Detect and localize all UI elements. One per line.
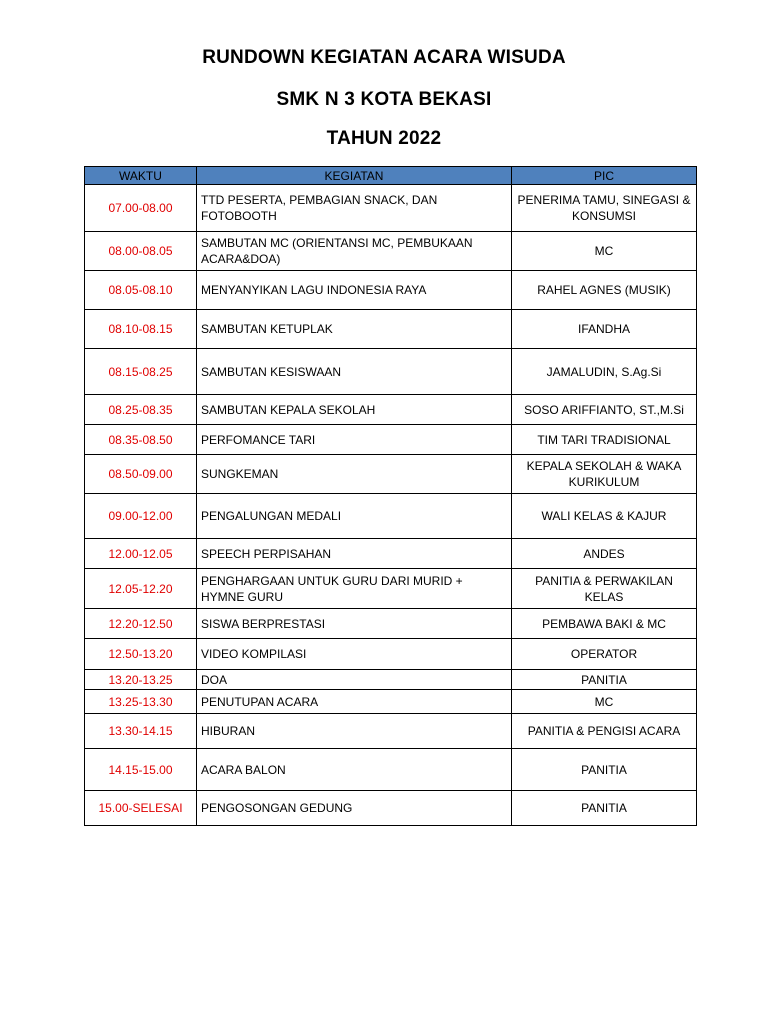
row-time: 12.20-12.50	[85, 609, 197, 639]
row-activity: PERFOMANCE TARI	[197, 425, 512, 455]
row-time: 12.50-13.20	[85, 639, 197, 670]
row-time: 13.30-14.15	[85, 714, 197, 749]
row-activity: PENGALUNGAN MEDALI	[197, 494, 512, 539]
row-activity: SAMBUTAN MC (ORIENTANSI MC, PEMBUKAAN ACARA&DOA)	[197, 232, 512, 271]
row-pic: MC	[512, 232, 697, 271]
row-time: 08.25-08.35	[85, 395, 197, 425]
row-pic: ANDES	[512, 539, 697, 569]
table-row	[85, 232, 697, 271]
table-row	[85, 395, 697, 425]
table-row	[85, 539, 697, 569]
row-activity: PENGHARGAAN UNTUK GURU DARI MURID + HYMNE GURU	[197, 569, 512, 609]
row-pic: PANITIA	[512, 749, 697, 791]
school-name: SMK N 3 KOTA BEKASI	[276, 89, 492, 110]
table-row	[85, 185, 697, 232]
row-time: 12.00-12.05	[85, 539, 197, 569]
table-row	[85, 310, 697, 349]
row-time: 13.25-13.30	[85, 690, 197, 714]
row-pic: PANITIA & PENGISI ACARA	[512, 714, 697, 749]
row-pic: PEMBAWA BAKI & MC	[512, 609, 697, 639]
row-activity: VIDEO KOMPILASI	[197, 639, 512, 670]
document-title: RUNDOWN KEGIATAN ACARA WISUDA	[202, 47, 566, 68]
table-row	[85, 690, 697, 714]
table-row	[85, 639, 697, 670]
table-row	[85, 569, 697, 609]
row-pic: PANITIA & PERWAKILAN KELAS	[512, 569, 697, 609]
table-row	[85, 609, 697, 639]
row-pic: PANITIA	[512, 670, 697, 690]
row-activity: SAMBUTAN KEPALA SEKOLAH	[197, 395, 512, 425]
row-pic: OPERATOR	[512, 639, 697, 670]
table-row	[85, 425, 697, 455]
row-activity: PENUTUPAN ACARA	[197, 690, 512, 714]
row-pic: PENERIMA TAMU, SINEGASI & KONSUMSI	[512, 185, 697, 232]
header-time: WAKTU	[85, 167, 197, 185]
table-row	[85, 714, 697, 749]
row-activity: DOA	[197, 670, 512, 690]
row-pic: JAMALUDIN, S.Ag.Si	[512, 349, 697, 395]
row-activity: SAMBUTAN KESISWAAN	[197, 349, 512, 395]
row-pic: KEPALA SEKOLAH & WAKA KURIKULUM	[512, 455, 697, 494]
row-time: 08.00-08.05	[85, 232, 197, 271]
table-row	[85, 791, 697, 826]
row-activity: PENGOSONGAN GEDUNG	[197, 791, 512, 826]
row-activity: SPEECH PERPISAHAN	[197, 539, 512, 569]
table-row	[85, 670, 697, 690]
row-pic: MC	[512, 690, 697, 714]
row-time: 08.50-09.00	[85, 455, 197, 494]
table-row	[85, 455, 697, 494]
table-row	[85, 271, 697, 310]
row-activity: HIBURAN	[197, 714, 512, 749]
row-time: 09.00-12.00	[85, 494, 197, 539]
row-pic: PANITIA	[512, 791, 697, 826]
row-time: 08.15-08.25	[85, 349, 197, 395]
table-header-row	[85, 167, 697, 185]
row-time: 13.20-13.25	[85, 670, 197, 690]
row-time: 14.15-15.00	[85, 749, 197, 791]
row-activity: MENYANYIKAN LAGU INDONESIA RAYA	[197, 271, 512, 310]
row-time: 08.05-08.10	[85, 271, 197, 310]
row-time: 08.35-08.50	[85, 425, 197, 455]
row-activity: SISWA BERPRESTASI	[197, 609, 512, 639]
row-pic: RAHEL AGNES (MUSIK)	[512, 271, 697, 310]
header-pic: PIC	[512, 167, 697, 185]
row-pic: WALI KELAS & KAJUR	[512, 494, 697, 539]
row-activity: TTD PESERTA, PEMBAGIAN SNACK, DAN FOTOBOOTH	[197, 185, 512, 232]
table-row	[85, 349, 697, 395]
table-row	[85, 494, 697, 539]
table-row	[85, 749, 697, 791]
rundown-table	[84, 166, 697, 826]
row-pic: TIM TARI TRADISIONAL	[512, 425, 697, 455]
row-time: 15.00-SELESAI	[85, 791, 197, 826]
row-pic: SOSO ARIFFIANTO, ST.,M.Si	[512, 395, 697, 425]
row-activity: SUNGKEMAN	[197, 455, 512, 494]
row-time: 08.10-08.15	[85, 310, 197, 349]
header-activity: KEGIATAN	[197, 167, 512, 185]
row-activity: SAMBUTAN KETUPLAK	[197, 310, 512, 349]
row-time: 07.00-08.00	[85, 185, 197, 232]
row-pic: IFANDHA	[512, 310, 697, 349]
row-activity: ACARA BALON	[197, 749, 512, 791]
document-year: TAHUN 2022	[326, 128, 442, 149]
row-time: 12.05-12.20	[85, 569, 197, 609]
